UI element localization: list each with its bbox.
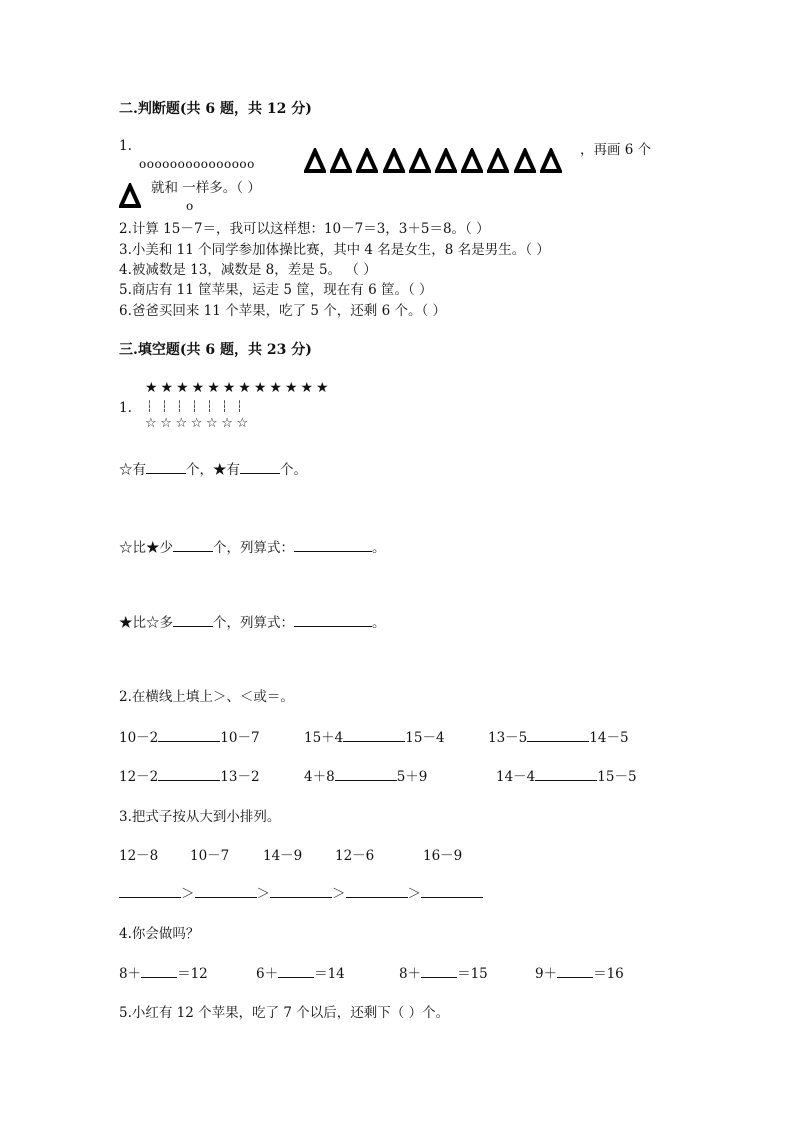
more-count-blank[interactable] (173, 612, 213, 627)
expr-item: 10－7 (190, 848, 230, 864)
fill-q1-number: 1. (119, 400, 132, 416)
triangle-icon (487, 148, 509, 174)
compare-item: 12－2 13－2 (119, 765, 260, 785)
triangle-icon (514, 148, 536, 174)
triangle-icon (435, 148, 457, 174)
q1-after-text: ，再画 6 个 (580, 142, 652, 158)
circles-row: ooooooooooooooo (139, 157, 255, 171)
compare-blank[interactable] (335, 766, 397, 781)
ordering-line: ＞ ＞ ＞ ＞ (119, 882, 483, 902)
fewer-count-blank[interactable] (173, 537, 213, 552)
expr-item: 12－6 (335, 848, 375, 864)
addend-blank[interactable] (278, 963, 314, 978)
compare-blank[interactable] (158, 766, 220, 781)
addend-item: 9＋ ＝16 (535, 962, 624, 982)
more-formula-blank[interactable] (294, 612, 372, 627)
q1-number: 1. (119, 138, 132, 154)
q2-text: 2.计算 15－7＝，我可以这样想：10－7＝3，3＋5＝8。（ ） (119, 221, 490, 237)
triangle-icon (119, 183, 141, 209)
compare-blank[interactable] (343, 727, 405, 742)
order-blank[interactable] (421, 883, 483, 898)
expr-item: 14－9 (263, 848, 303, 864)
compare-item: 4＋8 5＋9 (304, 765, 427, 785)
fill-q2-title: 2.在横线上填上＞、＜或＝。 (119, 689, 294, 705)
compare-blank[interactable] (527, 727, 589, 742)
triangle-icon (461, 148, 483, 174)
order-blank[interactable] (270, 883, 332, 898)
q5-text: 5.商店有 11 筐苹果，运走 5 筐，现在有 6 筐。（ ） (119, 282, 433, 298)
triangle-icon (330, 148, 352, 174)
triangle-icon (409, 148, 431, 174)
addend-item: 8＋ ＝15 (399, 962, 488, 982)
order-blank[interactable] (195, 883, 257, 898)
black-star-count-blank[interactable] (240, 459, 280, 474)
order-blank[interactable] (346, 883, 408, 898)
fill-q4-title: 4.你会做吗？ (119, 926, 200, 942)
addend-item: 6＋ ＝14 (256, 962, 345, 982)
addend-blank[interactable] (141, 963, 177, 978)
white-star-count-blank[interactable] (146, 459, 186, 474)
triangle-icon (304, 148, 326, 174)
triangle-icon (540, 148, 562, 174)
expr-item: 12－8 (119, 848, 159, 864)
triangle-icon (383, 148, 405, 174)
expr-item: 16－9 (423, 848, 463, 864)
dash-connectors: ┆┆┆┆┆┆┆ (146, 400, 252, 413)
addend-item: 8＋ ＝12 (119, 962, 208, 982)
compare-blank[interactable] (535, 766, 597, 781)
black-stars-row: ★★★★★★★★★★★★ (145, 380, 332, 396)
q4-text: 4.被减数是 13，减数是 8，差是 5。 （ ） (119, 262, 377, 278)
compare-item: 10－2 10－7 (119, 726, 260, 746)
addend-blank[interactable] (421, 963, 457, 978)
compare-blank[interactable] (158, 727, 220, 742)
addend-blank[interactable] (557, 963, 593, 978)
q1-line2: 就和 一样多。（ ） (151, 180, 261, 196)
trailing-circle: o (186, 199, 194, 213)
compare-item: 15＋4 15－4 (304, 726, 445, 746)
compare-item: 13－5 14－5 (488, 726, 629, 746)
fewer-formula-blank[interactable] (294, 537, 372, 552)
order-blank[interactable] (119, 883, 181, 898)
triangle-icon (356, 148, 378, 174)
white-stars-row: ☆☆☆☆☆☆☆ (145, 416, 252, 431)
more-line: ★比☆多 个，列算式： 。 (119, 611, 386, 631)
compare-item: 14－4 15－5 (496, 765, 637, 785)
star-count-line: ☆有 个，★有 个。 (119, 458, 307, 478)
fill-q3-title: 3.把式子按从大到小排列。 (119, 809, 281, 825)
fewer-line: ☆比★少 个，列算式： 。 (119, 536, 386, 556)
triangle-row (304, 148, 562, 174)
fill-q5-text: 5.小红有 12 个苹果，吃了 7 个以后，还剩下（ ）个。 (119, 1005, 450, 1021)
section-3-heading: 三.填空题(共 6 题，共 23 分) (119, 342, 312, 358)
q3-text: 3.小美和 11 个同学参加体操比赛，其中 4 名是女生，8 名是男生。（ ） (119, 242, 550, 258)
section-2-heading: 二.判断题(共 6 题，共 12 分) (119, 101, 312, 117)
q6-text: 6.爸爸买回来 11 个苹果，吃了 5 个，还剩 6 个。（ ） (119, 303, 447, 319)
